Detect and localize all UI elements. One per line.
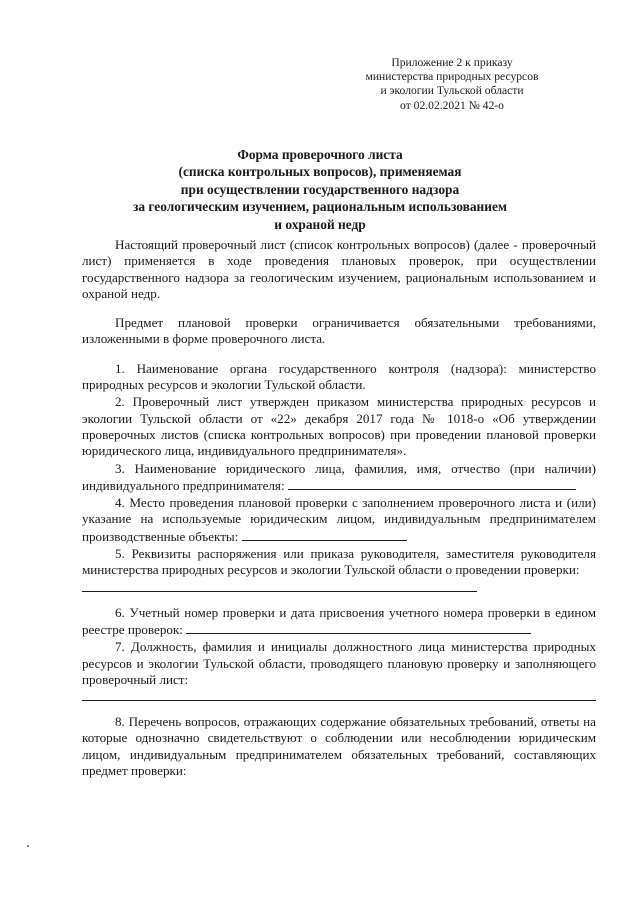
- title-line: и охраной недр: [274, 216, 366, 232]
- item-8: 8. Перечень вопросов, отражающих содержание обязательных требований, ответы на которые однозначно свидетельствуют о соблюдении или несоблюдении юридическим лицом, индивидуальным предпринимателем обязательных требований, составляющих предмет проверки:: [82, 714, 596, 779]
- subject-paragraph: Предмет плановой проверки ограничивается обязательными требованиями, изложенными в форме проверочного листа.: [82, 315, 596, 347]
- fill-line[interactable]: [82, 688, 596, 701]
- item-4: 4. Место проведения плановой проверки с заполнением проверочного листа и (или) указание на используемые юридическим лицом, индивидуальным предпринимателем производственные объекты:: [82, 495, 596, 544]
- item-5: 5. Реквизиты распоряжения или приказа руководителя, заместителя руководителя министерства природных ресурсов и экологии Тульской области о проведении проверки:: [82, 546, 596, 592]
- title-line: Форма проверочного листа: [237, 147, 403, 162]
- item-7: 7. Должность, фамилия и инициалы должностного лица министерства природных ресурсов и экологии Тульской области, проводящего плановую проверку и заполняющего проверочный лист:: [82, 639, 596, 701]
- item-6: 6. Учетный номер проверки и дата присвоения учетного номера проверки в едином реестре проверок:: [82, 604, 596, 637]
- appendix-line: от 02.02.2021 № 42-о: [400, 98, 504, 112]
- fill-line[interactable]: [242, 528, 407, 541]
- title-line: при осуществлении государственного надзора: [180, 181, 460, 197]
- item-1: 1. Наименование органа государственного контроля (надзора): министерство природных ресурсов и экологии Тульской области.: [82, 360, 596, 393]
- fill-line[interactable]: [288, 477, 576, 490]
- title-line: за геологическим изучением, рациональным использованием: [132, 199, 508, 215]
- appendix-line: министерства природных ресурсов: [365, 70, 539, 84]
- fill-line[interactable]: [186, 621, 531, 634]
- fill-line[interactable]: [82, 579, 477, 592]
- intro-paragraph: Настоящий проверочный лист (список контрольных вопросов) (далее - проверочный лист) применяется в ходе проведения плановых проверок, при осуществлении государственного надзора за геологическим изучением, рациональным использованием и охраной недр.: [82, 237, 596, 301]
- scan-speck: [27, 845, 29, 847]
- item-3: 3. Наименование юридического лица, фамилия, имя, отчество (при наличии) индивидуального предпринимателя:: [82, 460, 596, 493]
- appendix-note: [340, 56, 564, 113]
- document-body: [82, 237, 596, 779]
- document-title: [100, 146, 540, 233]
- appendix-line: Приложение 2 к приказу: [391, 56, 513, 69]
- item-2: 2. Проверочный лист утвержден приказом министерства природных ресурсов и экологии Тульской области от «22» декабря 2017 года № 1018-о «Об утверждении проверочных листов (списка контрольных вопросов) при проведении плановой проверки юридического лица, индивидуального предпринимателя».: [82, 394, 596, 459]
- appendix-line: и экологии Тульской области: [380, 84, 524, 98]
- title-line: (списка контрольных вопросов), применяемая: [178, 164, 462, 180]
